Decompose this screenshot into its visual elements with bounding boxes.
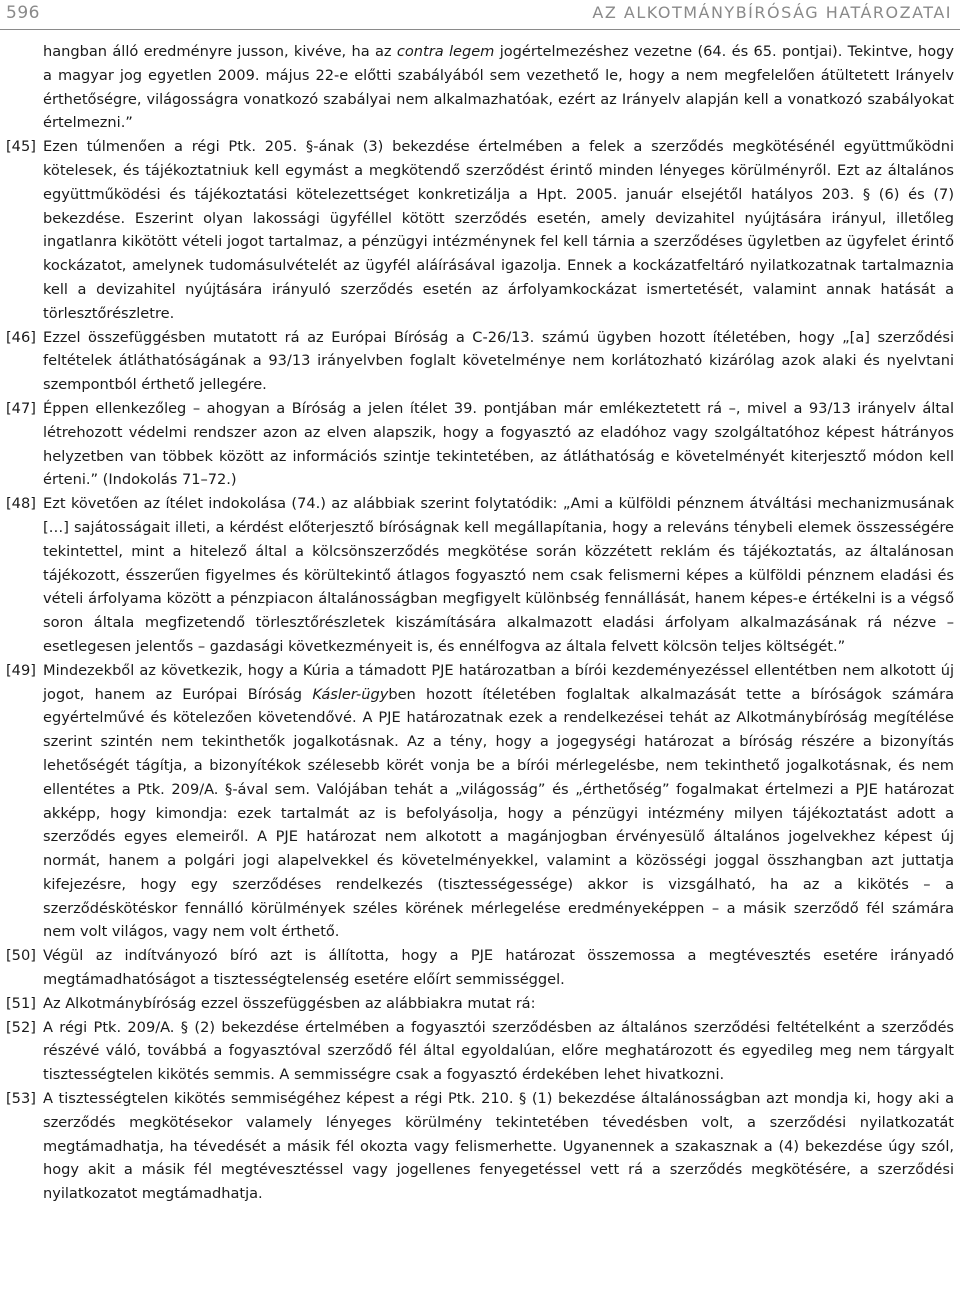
paragraph-number: [51] [6,994,36,1012]
paragraph [6,397,954,492]
paragraph [6,1016,954,1087]
text-run: Ezzel összefüggésben mutatott rá az Európai Bíróság a C-26/13. számú ügyben hozott ítéletében, hogy „[a] szerződési feltételek átláthatóságának a 93/13 irányelvben foglalt követelménye nem korlátozható kizárólag azok alaki és nyelvtani szempontból érthető jellegére. [43,328,954,394]
paragraph-text [43,947,954,988]
italic-text: Kásler-ügy [312,685,389,703]
paragraph-text [43,995,536,1012]
paragraph-number: [48] [6,495,36,513]
paragraph [6,1087,954,1206]
paragraph-number: [50] [6,947,36,965]
paragraph-number: [49] [6,661,36,679]
paragraph-number: [46] [6,328,36,346]
italic-text: contra legem [396,43,495,60]
paragraph-text [43,400,954,488]
text-run: Mindezekből az következik, hogy a Kúria a támadott PJE határozatban a bírói kezdeményezéssel ellentétben nem alkotott új jogot, hanem az Európai Bíróság [43,661,954,703]
paragraph [6,492,954,659]
text-run: ben hozott ítéletében foglaltak alkalmazását tette a bíróságok számára egyértelművé és kötelezően követendővé. A PJE határozatnak ezek a rendelkezései tehát az Alkotmánybíróság megítélése szerint szintén nem tekinthetők jogalkotásnak. Az a tény, hogy a jogegységi határozat a bíróság részére a bizonyítás lehetőségét tágítja, a bizonyítékok szélesebb körét vonja be a bírói mérlegelésbe, nem tekinthető jogalkotásnak, és nem ellentétes a Ptk. 209/A. §-ával sem. Valójában tehát a „világosság” és „érthetőség” fogalmakat értelmezi a PJE határozat akképp, hogy kimondja: ezek tartalmát az is befolyásolja, hogy a pénzügyi intézmény milyen tájékoztatást adott a szerződés egyes elemeiről. A PJE határozat nem alkotott a magánjogban érvényesülő általános jogelvekhez képest új normát, hanem a polgári jogi alapelvekkel és követelményekkel, valamint a közösségi joggal összhangban azt juttatja kifejezésre, hogy egy szerződéses rendelkezés (tisztességessége) akkor is vizsgálható, ha az a kikötés – a szerződéskötéskor fennálló körülmények széles körének mérlegelése eredményeképpen – a másik szerződő fél számára nem volt világos, vagy nem volt érthető. [43,685,955,941]
paragraph-text [43,1090,954,1202]
text-run: A régi Ptk. 209/A. § (2) bekezdése értelmében a fogyasztói szerződésben az általános szerződési feltételként a szerződés részévé váló, továbbá a fogyasztóval szerződő fél által egyoldalúan, előre meghatározott és egyedileg meg nem tárgyalt tisztességtelen kikötés semmis. A semmisségre csak a fogyasztó érdekében lehet hivatkozni. [43,1018,954,1084]
page-header [0,0,960,30]
text-run: Az Alkotmánybíróság ezzel összefüggésben az alábbiakra mutat rá: [43,994,536,1012]
paragraph [6,326,954,397]
paragraph [6,944,954,992]
paragraph-text [43,495,954,655]
text-run: A tisztességtelen kikötés semmiségéhez képest a régi Ptk. 210. § (1) bekezdése általánosságban azt mondja ki, hogy aki a szerződés megkötésekor valamely lényeges körülmény tekintetében tévedésben volt, a szerződési nyilatkozatát megtámadhatja, ha tévedését a másik fél okozta vagy felismerhette. Ugyanennek a szakasznak a (4) bekezdése úgy szól, hogy akit a másik fél megtévesztéssel vagy jogellenes fenyegetéssel vett rá a szerződés megkötésére, a szerződési nyilatkozatot megtámadhatja. [43,1090,954,1203]
paragraph-number: [47] [6,399,36,417]
paragraph [6,992,954,1016]
paragraph [6,135,954,325]
paragraph-text [43,329,954,394]
paragraph-number: [52] [6,1018,36,1036]
paragraph-number: [45] [6,138,36,156]
text-run: Ezen túlmenően a régi Ptk. 205. §-ának (3) bekezdése értelmében a felek a szerződés megkötésénél együttműködni kötelesek, és tájékoztatniuk kell egymást a megkötendő szerződést érintő minden lényeges körülményről. Ezt az általános együttműködési és tájékoztatási kötelezettséget konkretizálja a Hpt. 2005. január elsejétől hatályos 203. § (6) és (7) bekezdése. Eszerint olyan lakossági ügyféllel kötött szerződés esetén, amely devizahitel nyújtására irányul, illetőleg ingatlanra kikötött vételi jogot tartalmaz, a pénzügyi intézménynek fel kell tárnia a szerződéses ügyletben az ügyfelet érintő kockázatot, amelynek tudomásulvételét az ügyfél aláírásával igazolja. Ennek a kockázatfeltáró nyilatkozatnak tartalmaznia kell a devizahitel nyújtására irányuló szerződés esetén az árfolyamkockázat ismertetését, valamint annak hatását a törlesztőrészletre. [43,138,954,322]
paragraph-text [43,43,954,131]
paragraph-number: [53] [6,1090,36,1108]
text-run: hangban álló eredményre jusson, kivéve, ha az [43,43,397,60]
paragraph-text [43,138,954,322]
paragraph-text [43,1019,954,1084]
text-run: jogértelmezéshez vezetne (64. és 65. pontjai). Tekintve, hogy a magyar jog egyetlen 2009. május 22-e előtti szabályából sem vezethető le, hogy a nem megfelelően átültetett Irányelv érthetőségre, világosságra vonatkozó szabályai nem alkalmazhatóak, ezért az Irányelv alapján kell a vonatkozó szabályokat értelmezni.” [43,43,954,132]
paragraph [6,40,954,135]
text-run: Ezt követően az ítélet indokolása (74.) az alábbiak szerint folytatódik: „Ami a külföldi pénznem átváltási mechanizmusának […] sajátosságait illeti, a kérdést előterjesztő bíróságnak kell megállapítania, hogy a releváns ténybeli elemek összességére tekintettel, mint a hitelező által a kölcsönszerződés megkötése során közzétett reklám és tájékoztatás, az általánosan tájékozott, ésszerűen figyelmes és körültekintő átlagos fogyasztó nem csak felismerni képes a külföldi pénznem eladási és vételi árfolyama között a pénzpiacon általánosságban megfigyelt különbség fennállását, hanem képes-e értékelni is a végső soron általa megfizetendő törlesztőrészletek kiszámítására alkalmazott eladási árfolyam alkalmazásának rá nézve – esetlegesen jelentős – gazdasági következményeit is, és ennélfogva az általa felvett kölcsön teljes költségét.” [43,495,954,655]
header-rule [0,29,960,30]
paragraph-text [43,662,954,941]
paragraph [6,659,954,945]
page-number: 596 [6,3,40,23]
text-run: Végül az indítványozó bíró azt is állította, hogy a PJE határozat összemossa a megtévesztés esetére irányadó megtámadhatóságot a tisztességtelenség esetére előírt semmisséggel. [43,947,954,989]
text-run: Éppen ellenkezőleg – ahogyan a Bíróság a jelen ítélet 39. pontjában már emlékeztetett rá –, mivel a 93/13 irányelv által létrehozott védelmi rendszer azon az elven alapszik, hogy a fogyasztó az eladóhoz vagy szolgáltatóhoz képest hátrányos helyzetben van többek között az információs szintje tekintetében, az átláthatóság e követelményét kiterjesztő módon kell érteni.” (Indokolás 71–72.) [43,399,954,489]
running-head: AZ ALKOTMÁNYBÍRÓSÁG HATÁROZATAI [592,3,952,22]
document-body [6,40,954,1206]
